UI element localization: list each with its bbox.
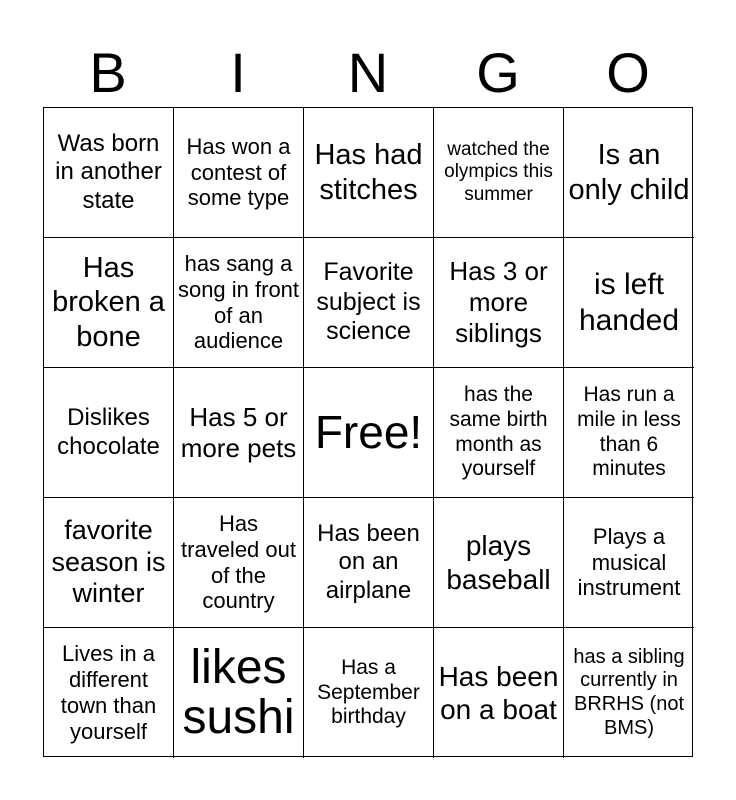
header-letter-g: G xyxy=(476,41,520,104)
bingo-cell[interactable] xyxy=(44,498,174,628)
bingo-cell[interactable] xyxy=(564,238,694,368)
cell-text: Has 5 or more pets xyxy=(180,401,297,463)
bingo-cell[interactable] xyxy=(174,628,304,758)
cell-text: Lives in a different town than yourself xyxy=(60,641,157,744)
cell-text: likes sushi xyxy=(182,640,295,744)
cell-text: favorite season is winter xyxy=(51,514,166,609)
cell-text: Has been on an airplane xyxy=(317,520,420,604)
bingo-cell[interactable] xyxy=(174,108,304,238)
bingo-header xyxy=(43,40,693,106)
cell-text: Has 3 or more siblings xyxy=(449,256,548,348)
bingo-cell[interactable] xyxy=(174,368,304,498)
bingo-cell[interactable] xyxy=(304,108,434,238)
bingo-cell[interactable] xyxy=(434,238,564,368)
cell-text: Was born in another state xyxy=(55,130,162,214)
bingo-cell[interactable] xyxy=(304,628,434,758)
cell-text: has the same birth month as yourself xyxy=(449,382,548,481)
cell-text: Has run a mile in less than 6 minutes xyxy=(577,382,681,481)
cell-text: Has had stitches xyxy=(314,139,423,206)
header-letter-o: O xyxy=(606,41,650,104)
bingo-cell[interactable] xyxy=(564,498,694,628)
cell-text: Plays a musical instrument xyxy=(577,523,681,601)
bingo-cell[interactable] xyxy=(434,628,564,758)
cell-text: Favorite subject is science xyxy=(316,258,421,346)
cell-text: Has broken a bone xyxy=(52,252,165,353)
bingo-cell[interactable] xyxy=(44,108,174,238)
bingo-cell[interactable] xyxy=(434,498,564,628)
cell-text: Has won a contest of some type xyxy=(186,133,291,211)
cell-text: Has traveled out of the country xyxy=(181,510,296,614)
header-letter-n: N xyxy=(347,41,389,104)
cell-text: has sang a song in front of an audience xyxy=(177,250,300,354)
bingo-cell[interactable] xyxy=(44,368,174,498)
bingo-cell[interactable] xyxy=(434,368,564,498)
cell-text: watched the olympics this summer xyxy=(444,138,553,205)
cell-text: Has a September birthday xyxy=(317,655,420,729)
bingo-cell[interactable] xyxy=(44,628,174,758)
bingo-cell[interactable] xyxy=(174,498,304,628)
bingo-cell[interactable] xyxy=(304,238,434,368)
bingo-cell[interactable] xyxy=(174,238,304,368)
bingo-board xyxy=(43,107,693,757)
bingo-cell[interactable] xyxy=(44,238,174,368)
bingo-cell[interactable] xyxy=(304,498,434,628)
cell-text: is left handed xyxy=(578,268,680,337)
cell-text: has a sibling currently in BRRHS (not BMS) xyxy=(573,645,685,739)
cell-text: Dislikes chocolate xyxy=(57,404,160,460)
bingo-cell-free[interactable] xyxy=(304,368,434,498)
header-letter-i: I xyxy=(230,41,246,104)
header-letter-b: B xyxy=(89,41,127,104)
cell-text: Is an only child xyxy=(568,139,690,206)
bingo-cell[interactable] xyxy=(564,368,694,498)
bingo-cell[interactable] xyxy=(434,108,564,238)
cell-text: Has been on a boat xyxy=(438,660,559,725)
cell-text: plays baseball xyxy=(446,530,551,595)
bingo-cell[interactable] xyxy=(564,108,694,238)
bingo-cell[interactable] xyxy=(564,628,694,758)
cell-text-free: Free! xyxy=(314,406,423,459)
